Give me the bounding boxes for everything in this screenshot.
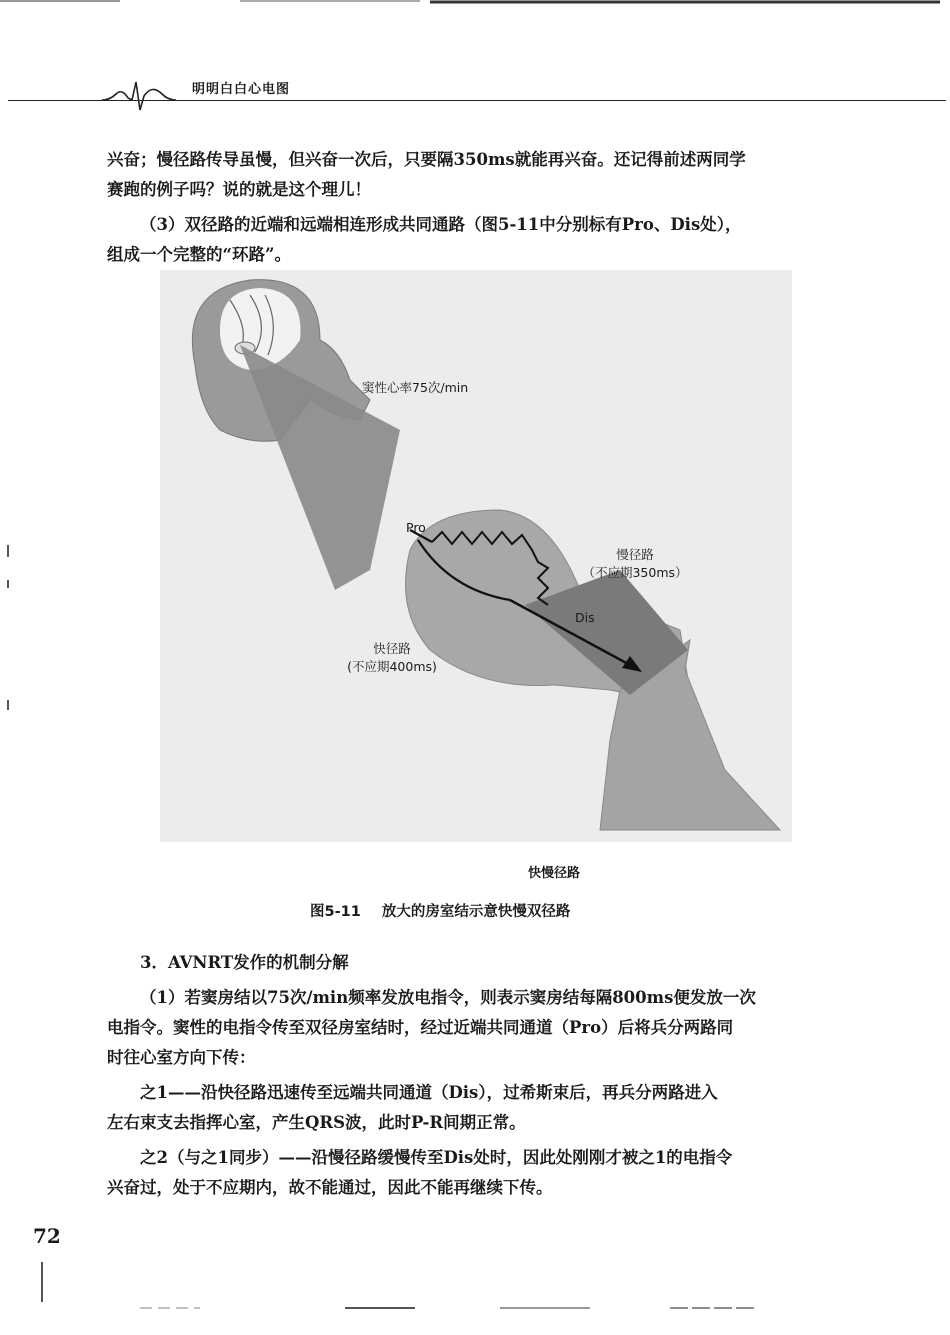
paragraph-line: （1）若窦房结以75次/min频率发放电指令，则表示窦房结每隔800ms便发放一次 [140,988,756,1007]
fast-pathway-refractory: (不应期400ms) [347,659,437,674]
dual-pathway-diagram [160,270,792,842]
margin-mark [41,1262,43,1302]
paragraph-line: 之2（与之1同步）——沿慢径路缓慢传至Dis处时，因此处刚刚才被之1的电指令 [140,1148,733,1167]
figure-caption-text: 放大的房室结示意快慢双径路 [381,904,571,920]
scan-artifact-bottom [140,1300,760,1312]
paragraph-line: 左右束支去指挥心室，产生QRS波，此时P-R间期正常。 [107,1113,526,1132]
slow-pathway-name: 慢径路 [616,547,654,562]
margin-mark [7,580,9,588]
slow-pathway-refractory: （不应期350ms） [582,565,688,580]
pro-label: Pro [406,520,426,535]
paragraph-line: 兴奋；慢径路传导虽慢，但兴奋一次后，只要隔350ms就能再兴奋。还记得前述两同学 [107,150,746,169]
paragraph-line: 兴奋过，处于不应期内，故不能通过，因此不能再继续下传。 [107,1178,553,1197]
av-node-figure [160,270,792,842]
running-header-title: 明明白白心电图 [192,82,291,97]
paragraph-line: 电指令。窦性的电指令传至双径房室结时，经过近端共同通道（Pro）后将兵分两路同 [107,1018,734,1037]
fast-pathway-label [332,640,452,676]
fast-pathway-name: 快径路 [373,641,411,656]
sinus-rate-label: 窦性心率75次/min [362,380,469,395]
page-number: 72 [33,1224,61,1248]
paragraph-line: （3）双径路的近端和远端相连形成共同通路（图5-11中分别标有Pro、Dis处）， [140,215,742,234]
paragraph-line: 时往心室方向下传： [107,1048,256,1067]
ecg-wave-icon [100,74,190,114]
section-heading: 3．AVNRT发作的机制分解 [140,953,349,972]
paragraph-line: 组成一个完整的“环路”。 [107,245,291,264]
figure-number: 图5-11 [310,904,361,920]
paragraph-line: 赛跑的例子吗？说的就是这个理儿！ [107,180,371,199]
figure-subcaption: 快慢径路 [528,866,581,881]
slow-pathway-label [575,546,695,582]
margin-mark [7,545,9,557]
scan-artifact-top [0,0,950,6]
margin-mark [7,700,9,710]
figure-caption [310,900,570,921]
paragraph-line: 之1——沿快径路迅速传至远端共同通道（Dis），过希斯束后，再兵分两路进入 [140,1083,718,1102]
dis-label: Dis [575,610,595,625]
